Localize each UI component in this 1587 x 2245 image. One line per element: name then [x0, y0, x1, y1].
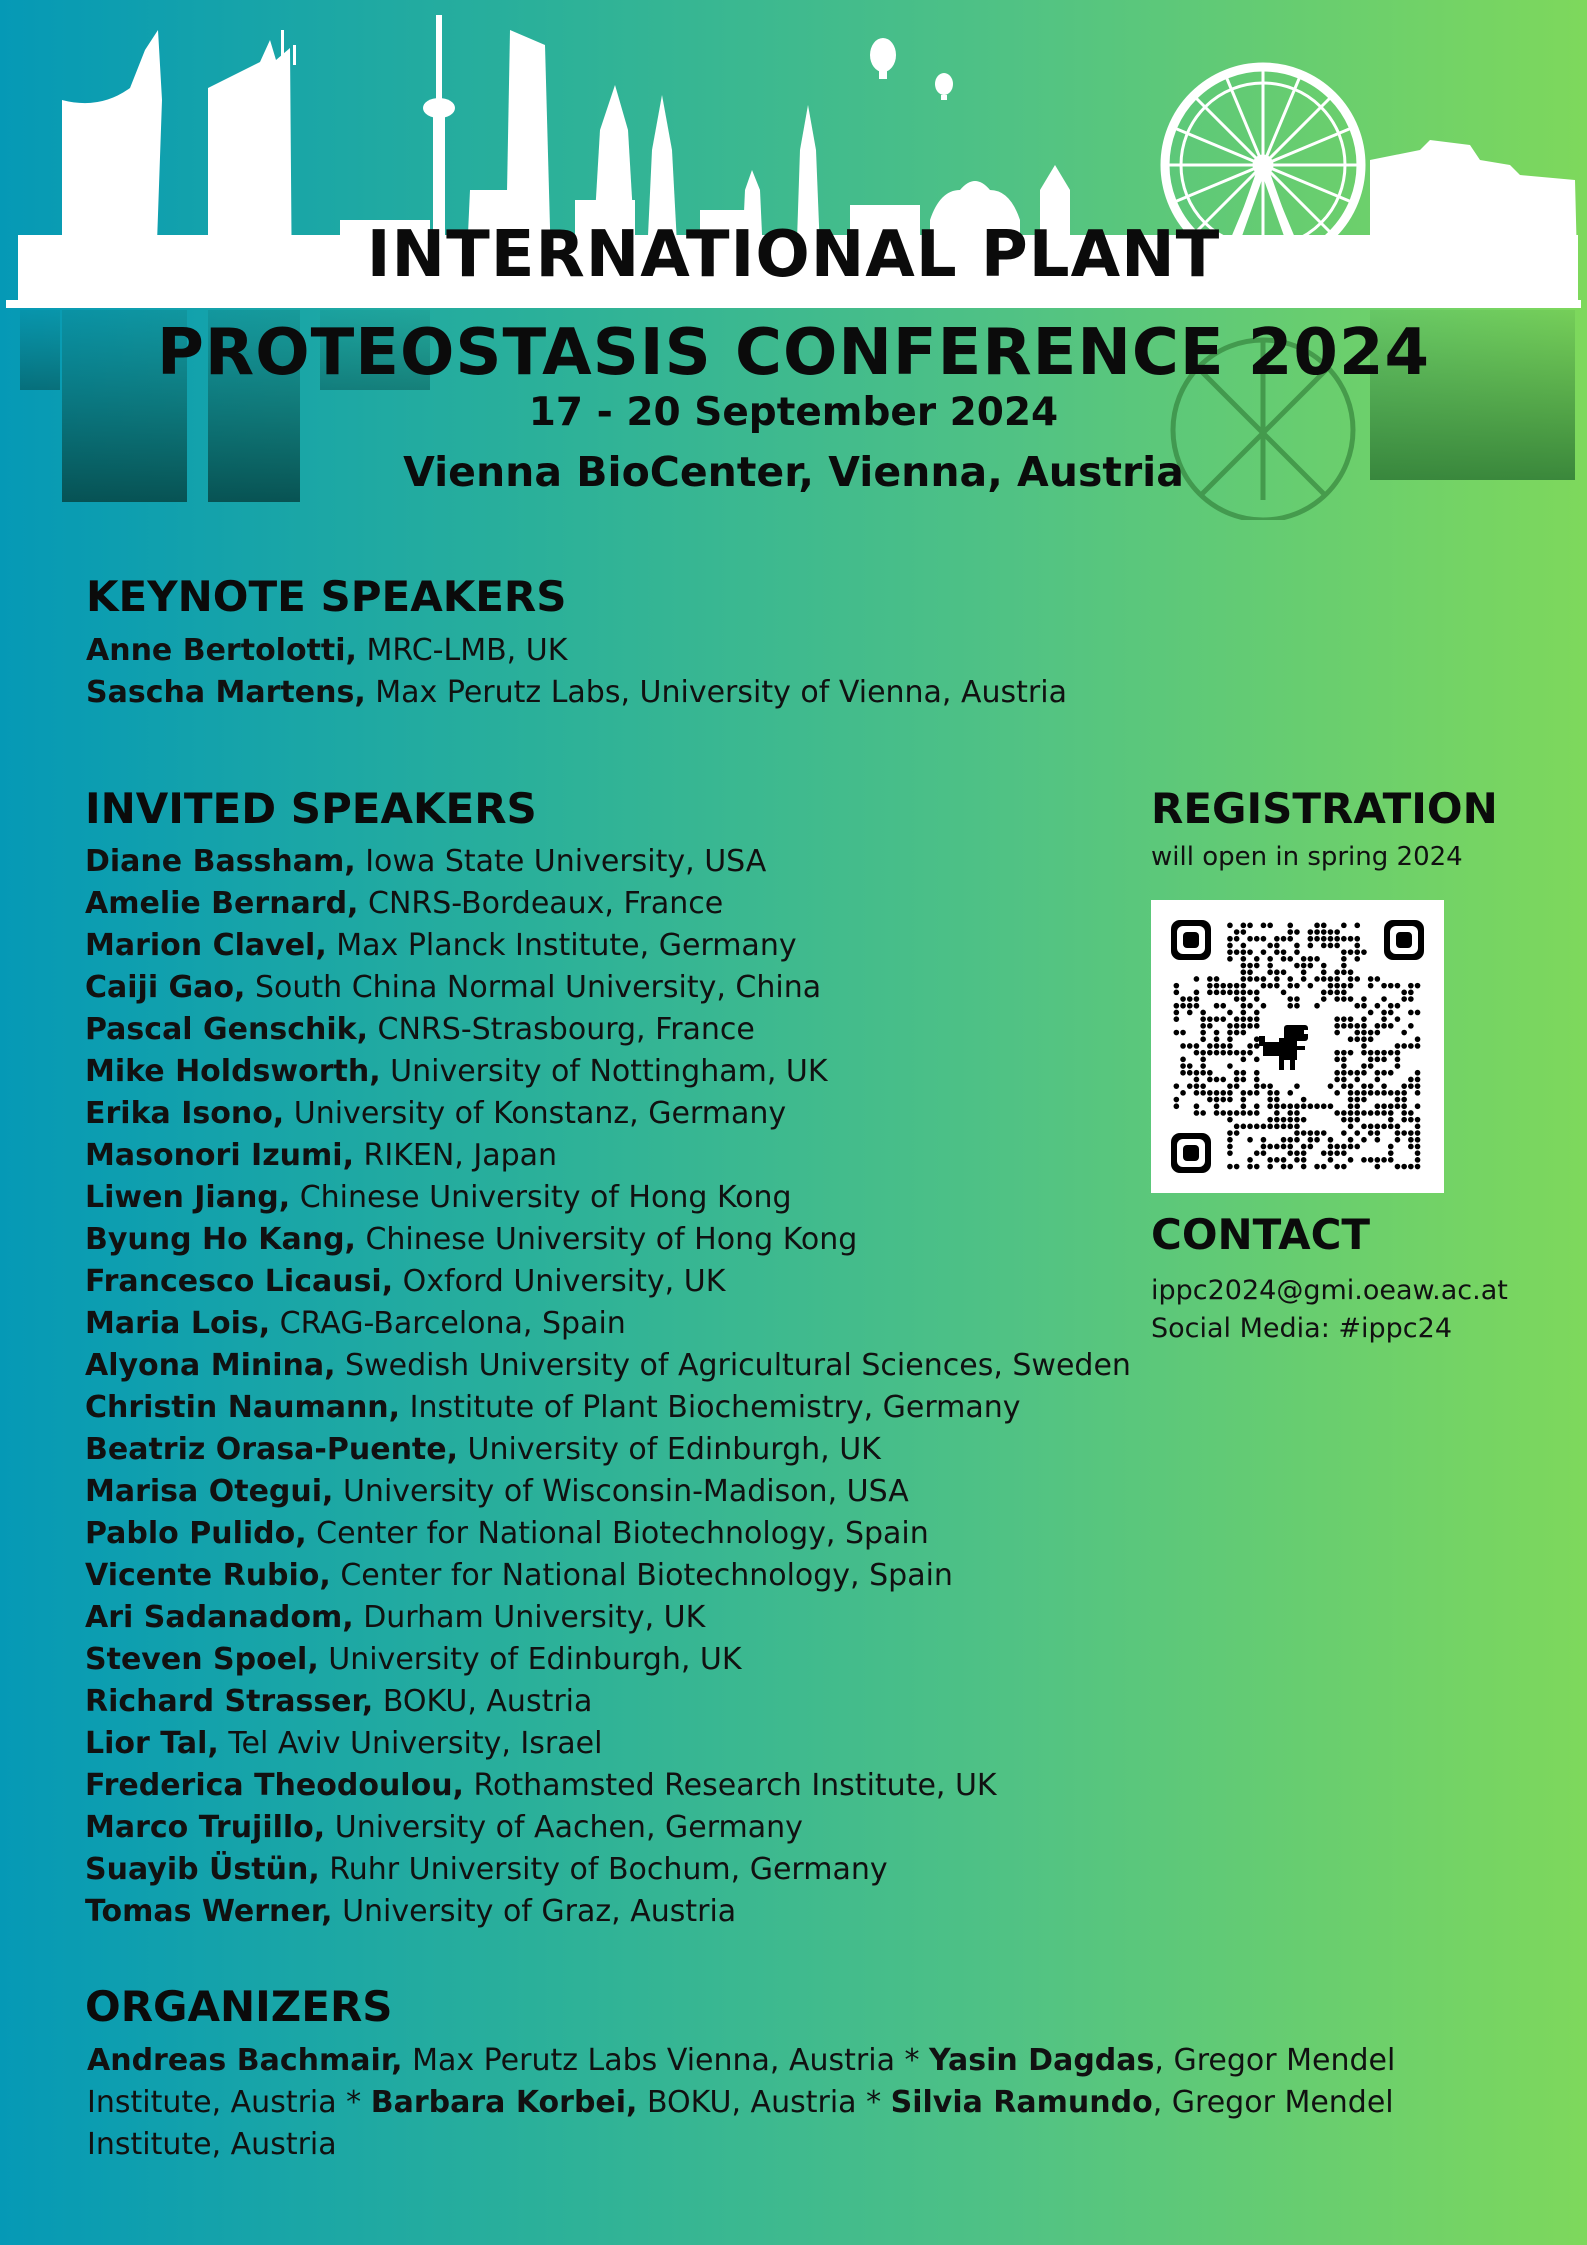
speaker-name: Suayib Üstün, [85, 1852, 320, 1887]
speaker-affiliation: Ruhr University of Bochum, Germany [319, 1852, 888, 1887]
speaker-name: Caiji Gao, [85, 970, 246, 1005]
contact-social-media: Social Media: #ippc24 [1151, 1313, 1453, 1344]
organizer-name: Barbara Korbei, [370, 2085, 638, 2120]
speaker-affiliation: Iowa State University, USA [355, 844, 767, 879]
speaker-affiliation: MRC-LMB, UK [356, 633, 568, 668]
conference-title-line-2: PROTEOSTASIS CONFERENCE 2024 [157, 316, 1430, 390]
speaker-name: Sascha Martens, [86, 675, 366, 710]
speaker-affiliation: Durham University, UK [353, 1600, 706, 1635]
speaker-name: Beatriz Orasa-Puente, [85, 1432, 459, 1467]
speaker-name: Ari Sadanadom, [85, 1600, 354, 1635]
registration-note: will open in spring 2024 [1151, 842, 1463, 872]
list-item [85, 1513, 1131, 1555]
speaker-name: Maria Lois, [85, 1306, 271, 1341]
registration-qr-code[interactable] [1151, 900, 1444, 1193]
speaker-affiliation: Max Perutz Labs, University of Vienna, Austria [365, 675, 1067, 710]
organizer-affiliation: Max Perutz Labs Vienna, Austria * [402, 2043, 930, 2078]
speaker-affiliation: RIKEN, Japan [353, 1138, 558, 1173]
speaker-affiliation: Tel Aviv University, Israel [218, 1726, 603, 1761]
speaker-name: Lior Tal, [85, 1726, 219, 1761]
list-item [85, 1135, 1131, 1177]
speaker-affiliation: University of Konstanz, Germany [284, 1096, 787, 1131]
list-item [85, 1555, 1131, 1597]
speaker-name: Vicente Rubio, [85, 1558, 331, 1593]
list-item [85, 1303, 1131, 1345]
list-item [85, 1093, 1131, 1135]
speaker-name: Erika Isono, [85, 1096, 285, 1131]
list-item [85, 1429, 1131, 1471]
list-item [85, 1051, 1131, 1093]
qr-code-icon [1151, 900, 1444, 1193]
speaker-affiliation: Rothamsted Research Institute, UK [463, 1768, 997, 1803]
registration-heading: REGISTRATION [1151, 784, 1498, 833]
speaker-affiliation: BOKU, Austria [373, 1684, 593, 1719]
list-item [85, 1891, 1131, 1933]
list-item [85, 1345, 1131, 1387]
speaker-affiliation: Swedish University of Agricultural Sciences, Sweden [335, 1348, 1131, 1383]
invited-speakers-list [85, 841, 1131, 1933]
dinosaur-icon [1259, 1025, 1310, 1070]
speaker-name: Richard Strasser, [85, 1684, 374, 1719]
organizer-name: Yasin Dagdas [929, 2043, 1155, 2078]
speaker-name: Anne Bertolotti, [86, 633, 357, 668]
list-item [85, 967, 1131, 1009]
list-item [86, 672, 1067, 714]
list-item [85, 841, 1131, 883]
speaker-affiliation: University of Aachen, Germany [325, 1810, 803, 1845]
list-item [85, 1219, 1131, 1261]
list-item [85, 1597, 1131, 1639]
speaker-name: Mike Holdsworth, [85, 1054, 381, 1089]
speaker-affiliation: Center for National Biotechnology, Spain [306, 1516, 929, 1551]
speaker-affiliation: Chinese University of Hong Kong [355, 1222, 858, 1257]
speaker-name: Liwen Jiang, [85, 1180, 291, 1215]
speaker-name: Amelie Bernard, [85, 886, 359, 921]
conference-title-line-1: INTERNATIONAL PLANT [366, 218, 1221, 292]
list-item [85, 1009, 1131, 1051]
speaker-affiliation: Institute of Plant Biochemistry, Germany [400, 1390, 1021, 1425]
organizer-affiliation: , Gregor Mendel Institute, Austria * [87, 2043, 1396, 2120]
speaker-affiliation: South China Normal University, China [245, 970, 822, 1005]
speaker-affiliation: University of Wisconsin-Madison, USA [333, 1474, 909, 1509]
speaker-affiliation: University of Nottingham, UK [380, 1054, 828, 1089]
speaker-affiliation: Oxford University, UK [393, 1264, 726, 1299]
contact-heading: CONTACT [1151, 1210, 1371, 1259]
speaker-affiliation: University of Edinburgh, UK [458, 1432, 881, 1467]
speaker-affiliation: Center for National Biotechnology, Spain [330, 1558, 953, 1593]
list-item [85, 925, 1131, 967]
organizers-heading: ORGANIZERS [85, 1982, 393, 2031]
conference-dates: 17 - 20 September 2024 [528, 390, 1059, 435]
organizer-affiliation: BOKU, Austria * [637, 2085, 891, 2120]
list-item [85, 1639, 1131, 1681]
speaker-name: Marco Trujillo, [85, 1810, 326, 1845]
list-item [85, 1261, 1131, 1303]
speaker-name: Pascal Genschik, [85, 1012, 368, 1047]
list-item [85, 1681, 1131, 1723]
speaker-affiliation: University of Edinburgh, UK [318, 1642, 742, 1677]
list-item [85, 1765, 1131, 1807]
list-item [85, 1471, 1131, 1513]
invited-speakers-heading: INVITED SPEAKERS [85, 784, 537, 833]
speaker-name: Tomas Werner, [85, 1894, 333, 1929]
speaker-name: Diane Bassham, [85, 844, 356, 879]
speaker-affiliation: CNRS-Bordeaux, France [358, 886, 724, 921]
speaker-name: Pablo Pulido, [85, 1516, 307, 1551]
speaker-affiliation: University of Graz, Austria [332, 1894, 737, 1929]
list-item [85, 1177, 1131, 1219]
conference-venue: Vienna BioCenter, Vienna, Austria [403, 448, 1184, 496]
list-item [85, 883, 1131, 925]
speaker-name: Frederica Theodoulou, [85, 1768, 464, 1803]
list-item [85, 1849, 1131, 1891]
speaker-name: Marion Clavel, [85, 928, 327, 963]
organizers-list [87, 2040, 1507, 2166]
speaker-affiliation: Max Planck Institute, Germany [326, 928, 797, 963]
speaker-affiliation: CNRS-Strasbourg, France [368, 1012, 755, 1047]
list-item [85, 1387, 1131, 1429]
organizer-affiliation: , Gregor Mendel Institute, Austria [87, 2085, 1394, 2162]
speaker-name: Alyona Minina, [85, 1348, 336, 1383]
organizer-name: Silvia Ramundo [890, 2085, 1153, 2120]
keynote-speakers-heading: KEYNOTE SPEAKERS [86, 572, 567, 621]
speaker-name: Byung Ho Kang, [85, 1222, 356, 1257]
speaker-name: Francesco Licausi, [85, 1264, 394, 1299]
speaker-name: Christin Naumann, [85, 1390, 401, 1425]
contact-email-link[interactable]: ippc2024@gmi.oeaw.ac.at [1151, 1275, 1508, 1306]
speaker-name: Masonori Izumi, [85, 1138, 354, 1173]
list-item [85, 1807, 1131, 1849]
list-item [86, 630, 1067, 672]
speaker-name: Steven Spoel, [85, 1642, 319, 1677]
keynote-speakers-list [86, 630, 1067, 714]
speaker-affiliation: CRAG-Barcelona, Spain [270, 1306, 626, 1341]
speaker-name: Marisa Otegui, [85, 1474, 334, 1509]
speaker-affiliation: Chinese University of Hong Kong [290, 1180, 792, 1215]
list-item [85, 1723, 1131, 1765]
organizer-name: Andreas Bachmair, [87, 2043, 403, 2078]
